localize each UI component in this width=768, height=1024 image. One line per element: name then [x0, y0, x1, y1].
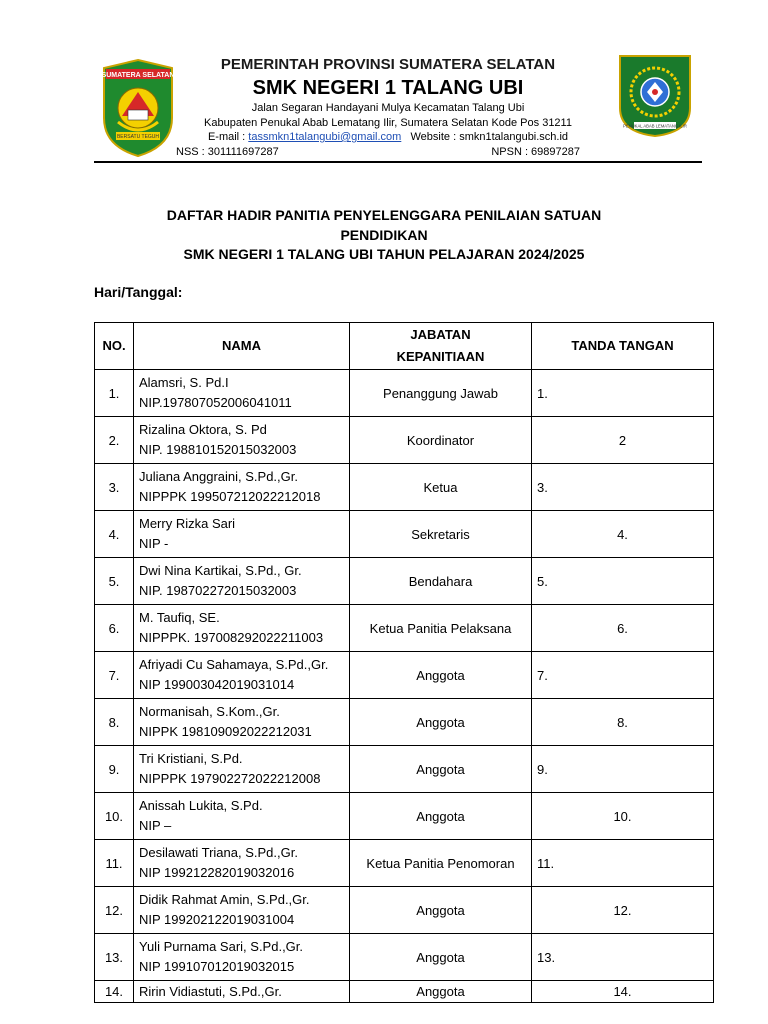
member-cell — [134, 746, 350, 793]
row-number: 5. — [95, 558, 134, 605]
signature-cell[interactable]: 5. — [532, 558, 714, 605]
committee-role: Anggota — [350, 934, 532, 981]
svg-text:PENUKAL ABAB LEMATANG ILIR: PENUKAL ABAB LEMATANG ILIR — [623, 123, 687, 129]
table-row — [95, 840, 714, 887]
member-nip: NIP - — [139, 536, 169, 551]
member-nip: NIP. 198810152015032003 — [139, 442, 297, 457]
member-nip: NIP 199212282019032016 — [139, 865, 295, 880]
svg-text:SUMATERA SELATAN: SUMATERA SELATAN — [101, 72, 175, 79]
committee-role: Anggota — [350, 887, 532, 934]
committee-role: Ketua Panitia Penomoran — [350, 840, 532, 887]
committee-role: Anggota — [350, 981, 532, 1003]
row-number: 2. — [95, 417, 134, 464]
member-nip: NIPPPK. 197008292022211003 — [139, 630, 324, 645]
row-number: 10. — [95, 793, 134, 840]
signature-cell[interactable]: 11. — [532, 840, 714, 887]
row-number: 8. — [95, 699, 134, 746]
member-name: Juliana Anggraini, S.Pd.,Gr. — [139, 469, 298, 484]
member-cell — [134, 793, 350, 840]
member-cell — [134, 934, 350, 981]
member-cell — [134, 652, 350, 699]
header-no: NO. — [95, 323, 134, 370]
signature-cell[interactable]: 10. — [532, 793, 714, 840]
member-name: Dwi Nina Kartikai, S.Pd., Gr. — [139, 563, 302, 578]
document-title-line-2: PENDIDIKAN — [340, 227, 428, 243]
member-name: Merry Rizka Sari — [139, 516, 236, 531]
member-nip: NIP.197807052006041011 — [139, 395, 292, 410]
table-row — [95, 417, 714, 464]
member-cell — [134, 511, 350, 558]
npsn-number: NPSN : 69897287 — [491, 146, 580, 158]
committee-role: Bendahara — [350, 558, 532, 605]
member-cell — [134, 840, 350, 887]
member-name: Normanisah, S.Kom.,Gr. — [139, 704, 280, 719]
committee-role: Anggota — [350, 793, 532, 840]
table-row — [95, 981, 714, 1003]
member-nip: NIPPPK 199507212022212018 — [139, 489, 321, 504]
table-row — [95, 464, 714, 511]
pali-regency-emblem — [614, 52, 696, 138]
member-nip: NIPPK 198109092022212031 — [139, 724, 312, 739]
member-nip: NIP 199107012019032015 — [139, 959, 295, 974]
member-cell — [134, 417, 350, 464]
header-signature: TANDA TANGAN — [532, 323, 714, 370]
document-title-line-1: DAFTAR HADIR PANITIA PENYELENGGARA PENILAIAN SATUAN — [166, 207, 602, 223]
member-nip: NIPPPK 197902272022212008 — [139, 771, 321, 786]
committee-role: Penanggung Jawab — [350, 370, 532, 417]
member-cell — [134, 464, 350, 511]
letterhead-divider — [94, 161, 702, 163]
member-name: Desilawati Triana, S.Pd.,Gr. — [139, 845, 298, 860]
signature-cell[interactable]: 14. — [532, 981, 714, 1003]
member-cell — [134, 605, 350, 652]
member-name: Afriyadi Cu Sahamaya, S.Pd.,Gr. — [139, 657, 329, 672]
website-text: smkn1talangubi.sch.id — [459, 131, 569, 143]
header-name: NAMA — [134, 323, 350, 370]
table-header-row — [95, 323, 714, 370]
email-label: E-mail : — [207, 131, 246, 143]
table-row — [95, 652, 714, 699]
website-label: Website : — [410, 131, 457, 143]
table-row — [95, 793, 714, 840]
sumatera-selatan-emblem — [100, 58, 176, 158]
attendance-table — [94, 322, 714, 1003]
table-row — [95, 558, 714, 605]
signature-cell[interactable]: 2 — [532, 417, 714, 464]
member-name: Yuli Purnama Sari, S.Pd.,Gr. — [139, 939, 304, 954]
member-nip: NIP. 198702272015032003 — [139, 583, 297, 598]
signature-cell[interactable]: 3. — [532, 464, 714, 511]
member-cell — [134, 981, 350, 1003]
committee-role: Ketua — [350, 464, 532, 511]
table-row — [95, 699, 714, 746]
row-number: 9. — [95, 746, 134, 793]
address-line-1: Jalan Segaran Handayani Mulya Kecamatan Talang Ubi — [251, 102, 525, 114]
email-link[interactable]: tassmkn1talangubi@gmail.com — [248, 131, 402, 143]
row-number: 11. — [95, 840, 134, 887]
member-name: Alamsri, S. Pd.I — [139, 375, 229, 390]
svg-text:BERSATU TEGUH: BERSATU TEGUH — [116, 134, 160, 140]
date-label: Hari/Tanggal: — [94, 284, 183, 300]
member-name: Anissah Lukita, S.Pd. — [139, 798, 263, 813]
table-row — [95, 605, 714, 652]
member-cell — [134, 370, 350, 417]
row-number: 3. — [95, 464, 134, 511]
nss-number: NSS : 301111697287 — [176, 146, 279, 158]
school-name: SMK NEGERI 1 TALANG UBI — [252, 77, 524, 99]
member-cell — [134, 887, 350, 934]
signature-cell[interactable]: 6. — [532, 605, 714, 652]
header-role — [350, 323, 532, 370]
row-number: 1. — [95, 370, 134, 417]
row-number: 13. — [95, 934, 134, 981]
row-number: 12. — [95, 887, 134, 934]
letterhead — [94, 52, 702, 164]
committee-role: Koordinator — [350, 417, 532, 464]
table-row — [95, 511, 714, 558]
signature-cell[interactable]: 8. — [532, 699, 714, 746]
signature-cell[interactable]: 9. — [532, 746, 714, 793]
row-number: 14. — [95, 981, 134, 1003]
row-number: 7. — [95, 652, 134, 699]
committee-role: Sekretaris — [350, 511, 532, 558]
signature-cell[interactable]: 12. — [532, 887, 714, 934]
member-name: Ririn Vidiastuti, S.Pd.,Gr. — [139, 983, 282, 999]
table-row — [95, 370, 714, 417]
member-nip: NIP – — [139, 818, 172, 833]
document-title-line-3: SMK NEGERI 1 TALANG UBI TAHUN PELAJARAN 2024/2025 — [183, 246, 585, 262]
government-name: PEMERINTAH PROVINSI SUMATERA SELATAN — [220, 56, 556, 73]
table-row — [95, 934, 714, 981]
committee-role: Ketua Panitia Pelaksana — [350, 605, 532, 652]
header-role-line-1: JABATAN — [410, 327, 471, 342]
member-name: Didik Rahmat Amin, S.Pd.,Gr. — [139, 892, 310, 907]
address-line-2: Kabupaten Penukal Abab Lematang Ilir, Sumatera Selatan Kode Pos 31211 — [204, 117, 572, 129]
committee-role: Anggota — [350, 699, 532, 746]
member-nip: NIP 199003042019031014 — [139, 677, 295, 692]
contact-line — [174, 131, 602, 143]
signature-cell[interactable]: 1. — [532, 370, 714, 417]
member-name: Rizalina Oktora, S. Pd — [139, 422, 267, 437]
table-row — [95, 746, 714, 793]
row-number: 4. — [95, 511, 134, 558]
member-name: Tri Kristiani, S.Pd. — [139, 751, 243, 766]
member-cell — [134, 699, 350, 746]
table-row — [95, 887, 714, 934]
committee-role: Anggota — [350, 746, 532, 793]
member-cell — [134, 558, 350, 605]
member-nip: NIP 199202122019031004 — [139, 912, 295, 927]
signature-cell[interactable]: 13. — [532, 934, 714, 981]
header-role-line-2: KEPANITIAAN — [396, 349, 485, 364]
committee-role: Anggota — [350, 652, 532, 699]
member-name: M. Taufiq, SE. — [139, 610, 220, 625]
signature-cell[interactable]: 4. — [532, 511, 714, 558]
signature-cell[interactable]: 7. — [532, 652, 714, 699]
row-number: 6. — [95, 605, 134, 652]
